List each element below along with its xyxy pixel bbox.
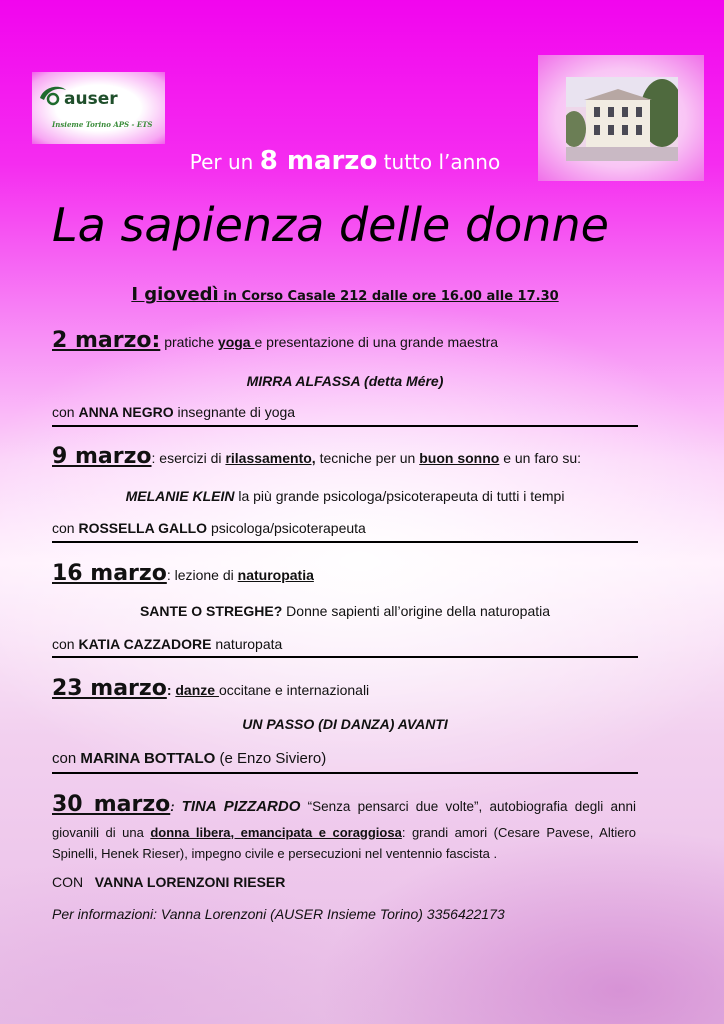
contact-info: Per informazioni: Vanna Lorenzoni (AUSER Insieme Torino) 3356422173 [52, 906, 505, 922]
event-3-speaker-role: naturopata [211, 636, 283, 652]
event-5-colon: : [170, 799, 182, 814]
event-5-with: CON [52, 874, 84, 890]
event-2-highlight [52, 488, 638, 504]
logo-tagline: Insieme Torino APS - ETS [52, 120, 153, 129]
schedule-place-time: in Corso Casale 212 dalle ore 16.00 alle 17.30 [218, 289, 559, 304]
schedule-day: I giovedì [131, 284, 219, 305]
event-4-colon: : [166, 682, 176, 698]
event-3-with: con [52, 636, 79, 652]
event-4-date: 23 marzo [52, 676, 167, 701]
event-2-highlight-rest: la più grande psicologa/psicoterapeuta di tutti i tempi [234, 488, 565, 504]
event-1-heading [52, 328, 498, 353]
divider [52, 425, 638, 427]
event-2-highlight-name: MELANIE KLEIN [125, 488, 235, 504]
subtitle-pre: Per un [189, 150, 260, 174]
event-1-date: 2 marzo: [52, 328, 161, 353]
event-4-with: con [52, 750, 81, 767]
auser-logo [32, 72, 165, 144]
schedule-line [0, 284, 690, 305]
divider [52, 541, 638, 543]
event-4-heading [52, 676, 369, 701]
event-4-speaker-name: MARINA BOTTALO [80, 750, 216, 767]
event-3-heading [52, 561, 314, 586]
event-1-with: con [52, 404, 79, 420]
divider [52, 772, 638, 774]
event-4-speaker-note: (e Enzo Siviero) [215, 750, 327, 767]
event-1-topic: yoga [217, 334, 255, 350]
event-1-highlight: MIRRA ALFASSA (detta Mére) [246, 373, 444, 389]
event-3-topic: naturopatia [237, 567, 314, 583]
event-1-speaker-name: ANNA NEGRO [78, 404, 174, 420]
divider [52, 656, 638, 658]
event-4-speaker [52, 750, 326, 767]
event-3-highlight [52, 603, 638, 619]
event-5-book: “Senza pensarci due volte”, autobiografia degli anni [300, 799, 636, 814]
event-5-block [52, 790, 636, 864]
event-5-author: TINA PIZZARDO [181, 798, 301, 815]
event-3-speaker-name: KATIA CAZZADORE [78, 636, 212, 652]
event-4-desc: occitane e internazionali [218, 682, 370, 698]
event-4-topic: danze [175, 682, 219, 698]
event-5-speaker-name: VANNA LORENZONI RIESER [94, 874, 286, 890]
event-4-highlight: UN PASSO (DI DANZA) AVANTI [242, 716, 448, 732]
event-1-desc: pratiche [160, 334, 218, 350]
event-3-highlight-rest: Donne sapienti all’origine della naturopatia [282, 603, 551, 619]
event-2-speaker [52, 520, 366, 536]
event-5-topic: donna libera, emancipata e coraggiosa [150, 825, 402, 840]
event-2-with: con [52, 520, 79, 536]
event-2-desc: : esercizi di [151, 450, 226, 466]
event-5-date: 30 marzo [52, 792, 171, 817]
event-2-date: 9 marzo [52, 444, 152, 469]
event-1-speaker-role: insegnante di yoga [173, 404, 296, 420]
event-1-desc-post: e presentazione di una grande maestra [254, 334, 499, 350]
event-3-highlight-bold: SANTE O STREGHE? [139, 603, 283, 619]
subtitle [0, 146, 690, 176]
event-3-date: 16 marzo [52, 561, 167, 586]
event-2-desc-mid: tecniche per un [315, 450, 420, 466]
event-2-desc-end: e un faro su: [499, 450, 582, 466]
event-2-topic-1: rilassamento, [225, 450, 316, 466]
event-2-topic-2: buon sonno [419, 450, 500, 466]
page-title: La sapienza delle donne [52, 198, 609, 252]
event-5-speaker [52, 874, 285, 890]
subtitle-post: tutto l’anno [377, 150, 501, 174]
event-2-speaker-name: ROSSELLA GALLO [78, 520, 208, 536]
event-3-speaker [52, 636, 282, 652]
subtitle-date: 8 marzo [259, 146, 378, 176]
event-2-heading [52, 444, 581, 469]
event-2-speaker-role: psicologa/psicoterapeuta [207, 520, 366, 536]
event-5-desc: giovanili di una [52, 825, 151, 840]
event-5-desc-post: : grandi amori (Cesare Pavese, Altiero Spinelli, Henek Rieser), impegno civile e persecuzioni nel ventennio fascista . [52, 825, 637, 861]
logo-wordmark: auser [64, 89, 118, 109]
event-1-speaker [52, 404, 295, 420]
event-3-desc: : lezione di [166, 567, 238, 583]
